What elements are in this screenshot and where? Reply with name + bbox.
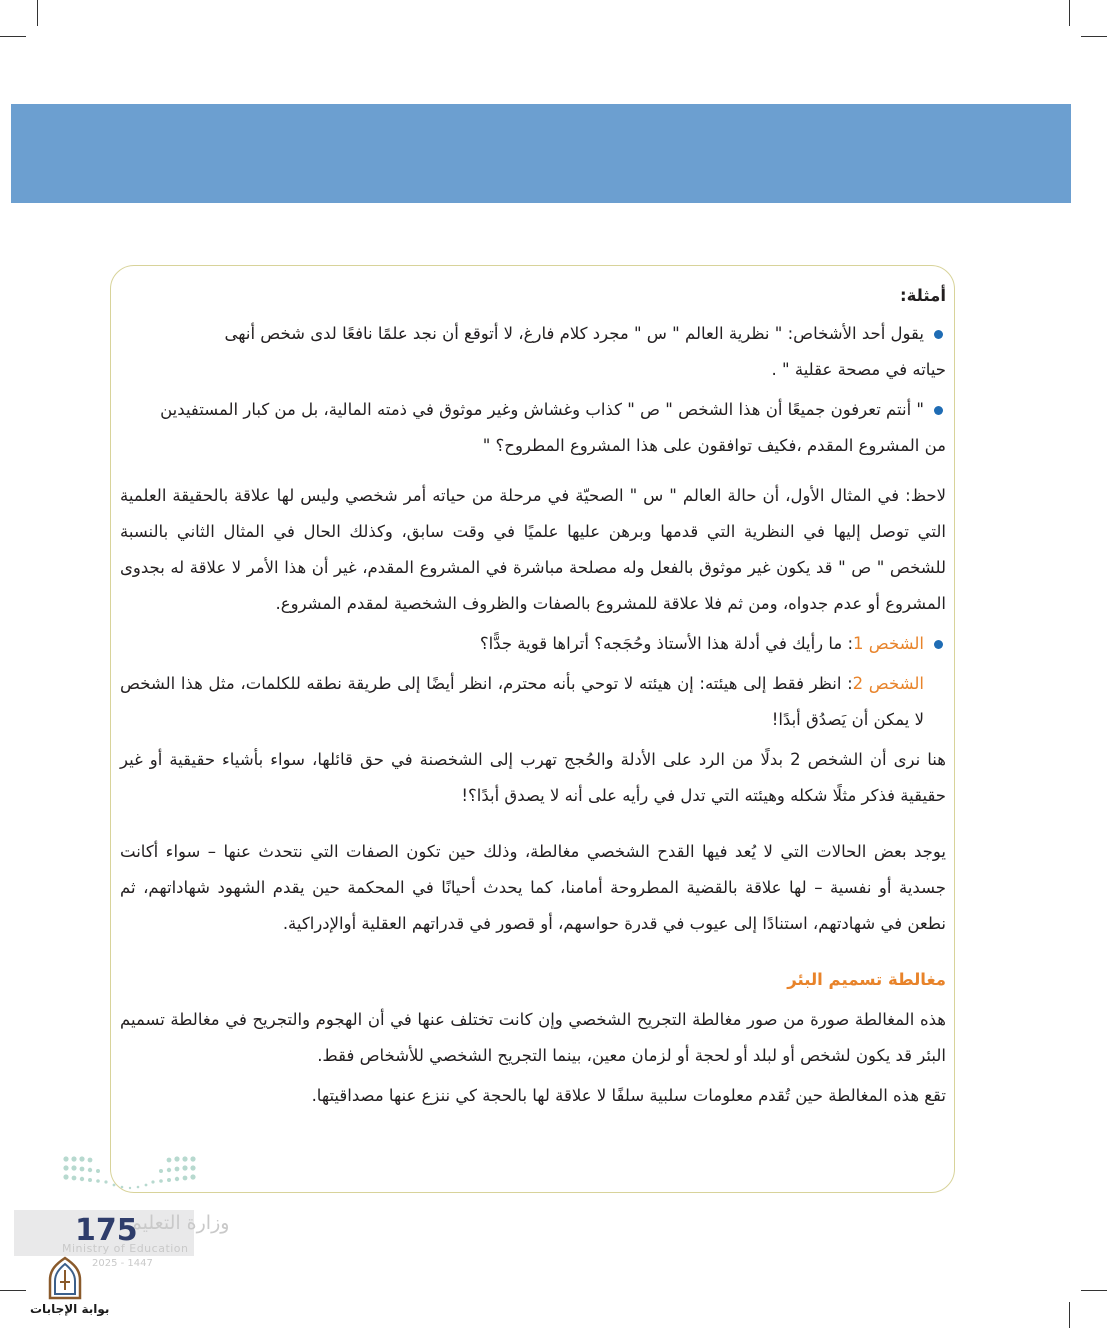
- dialogue-text: : انظر فقط إلى هيئته: إن هيئته لا توحي بأنه محترم، انظر أيضًا إلى طريقة نطقه للكلمات، مثل هذا الشخص لا يمكن أن يَصدُق أبدًا!: [120, 674, 924, 729]
- bullet-icon: [934, 406, 943, 415]
- dialogue-line: [120, 666, 946, 738]
- example-text: من المشروع المقدم ،فكيف توافقون على هذا المشروع المطروح؟ ": [482, 436, 946, 455]
- examples-heading: أمثلة:: [900, 286, 946, 305]
- speaker-label: الشخص 1: [853, 634, 924, 653]
- portal-label: بوابة الإجابات: [30, 1302, 110, 1316]
- section-paragraph: هذه المغالطة صورة من صور مغالطة التجريح الشخصي وإن كانت تختلف عنها في أن الهجوم والتجريح في مغالطة تسميم البئر قد يكون لشخص أو لبلد أو لحجة أو لزمان معين، بينما التجريح الشخصي للأشخاص فقط.: [120, 1010, 946, 1065]
- crop-mark: [0, 36, 26, 37]
- note-paragraph: لاحظ: في المثال الأول، أن حالة العالم " س " الصحيّة في مرحلة من حياته أمر شخصي وليس لها علاقة بالحقيقة العلمية التي توصل إليها في النظرية التي قدمها وبرهن عليها علميًا في وقت سابق، وكذلك الحال في المثال الثاني بالنسبة للشخص " ص " قد يكون غير موثوق بالفعل وله مصلحة مباشرة في المشروع المقدم، غير أن هذا الأمر لا علاقة له بجدوى المشروع أو عدم جدواه، ومن ثم فلا علاقة للمشروع بالصفات والظروف الشخصية لمقدم المشروع.: [120, 486, 946, 613]
- crop-mark: [1081, 1290, 1107, 1291]
- analysis-paragraph: هنا نرى أن الشخص 2 بدلًا من الرد على الأدلة والحُجج تهرب إلى الشخصنة في حق قائلها، سواء بأشياء حقيقية أو غير حقيقية فذكر مثلًا شكله وهيئته التي تدل في رأيه على أنه لا يصدق أبدًا؟!: [120, 750, 946, 805]
- portal-logo-icon: [42, 1256, 88, 1302]
- speaker-label: الشخص 2: [852, 674, 924, 693]
- ministry-name-en: Ministry of Education: [62, 1242, 189, 1255]
- crop-mark: [0, 1290, 26, 1291]
- page-number: 175: [75, 1213, 138, 1248]
- crop-mark: [1069, 1302, 1070, 1328]
- example-item: [120, 316, 946, 352]
- example-text: يقول أحد الأشخاص: " نظرية العالم " س " مجرد كلام فارغ، لا أتوقع أن نجد علمًا نافعًا لدى شخص أنهى: [224, 324, 924, 343]
- closing-paragraph: تقع هذه المغالطة حين تُقدم معلومات سلبية سلفًا لا علاقة لها بالحجة كي ننزع عنها مصداقيتها.: [311, 1086, 946, 1105]
- example-text: " أنتم تعرفون جميعًا أن هذا الشخص " ص " كذاب وغشاش وغير موثوق في ذمته المالية، بل من كبار المستفيدين: [160, 400, 924, 419]
- edition-year: 2025 - 1447: [92, 1258, 153, 1269]
- dialogue-line: [120, 626, 946, 662]
- crop-mark: [1081, 36, 1107, 37]
- example-item: [120, 392, 946, 428]
- ministry-logo-icon: [62, 1155, 197, 1195]
- bullet-icon: [934, 330, 943, 339]
- example-text: حياته في مصحة عقلية " .: [771, 360, 946, 379]
- dialogue-text: : ما رأيك في أدلة هذا الأستاذ وحُجَجه؟ أتراها قوية جدًّا؟: [479, 634, 854, 653]
- section-title: مغالطة تسميم البئر: [787, 970, 946, 989]
- ministry-name-ar: وزارة التعليم: [130, 1212, 230, 1234]
- lesson-content: [120, 278, 946, 1114]
- crop-mark: [37, 0, 38, 26]
- exceptions-paragraph: يوجد بعض الحالات التي لا يُعد فيها القدح الشخصي مغالطة، وذلك حين تكون الصفات التي نتحدث عنها – سواء أكانت جسدية أو نفسية – لها علاقة بالقضية المطروحة أمامنا، كما يحدث أحيانًا في المحكمة حين يقدم الشهود شهاداتهم، ثم نطعن في شهادتهم، استنادًا إلى عيوب في قدرة حواسهم، أو قصور في قدراتهم العقلية أوالإدراكية.: [120, 842, 946, 933]
- crop-mark: [1069, 0, 1070, 26]
- bullet-icon: [934, 640, 943, 649]
- header-banner: [11, 104, 1071, 203]
